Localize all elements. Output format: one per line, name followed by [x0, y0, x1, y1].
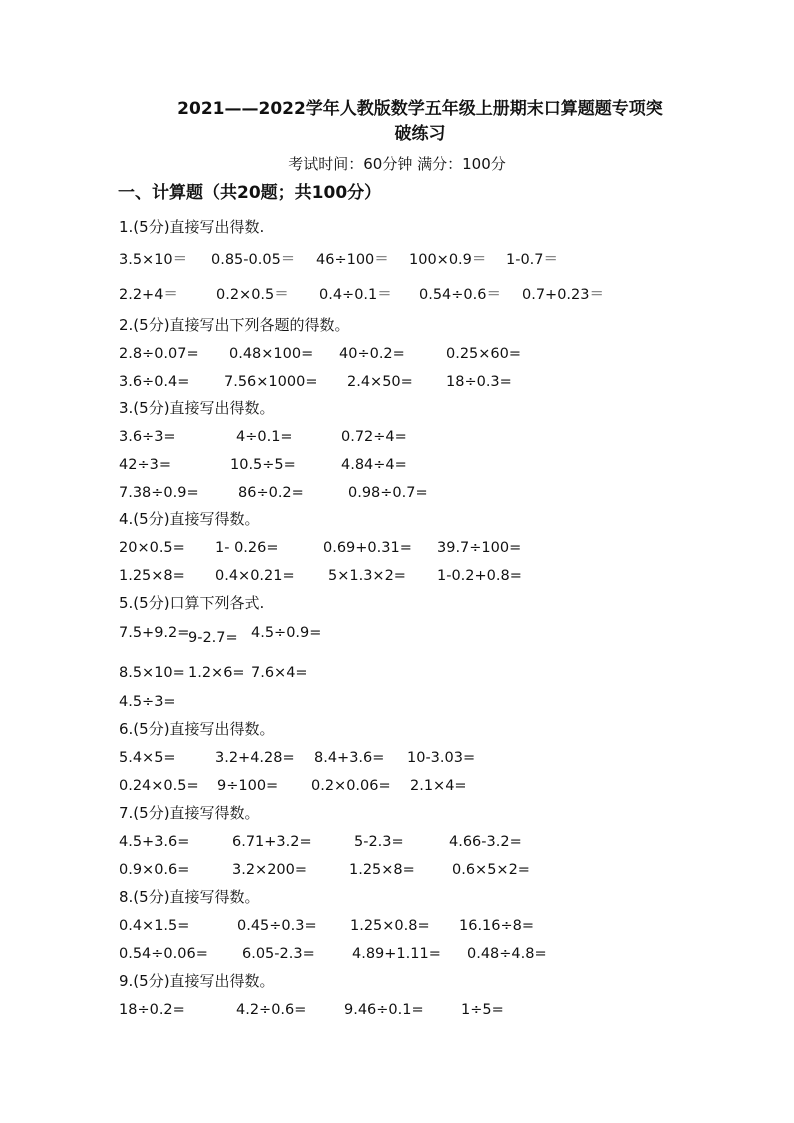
arithmetic-problem: 18÷0.3= [446, 374, 512, 390]
question-label: 5.(5分)口算下列各式. [119, 594, 265, 612]
arithmetic-problem: 3.6÷3= [119, 429, 176, 445]
arithmetic-problem: 1.25×0.8= [350, 918, 430, 934]
title-line-1: 2021——2022学年人教版数学五年级上册期末口算题题专项突 [177, 99, 663, 119]
arithmetic-problem: 1.25×8= [119, 568, 185, 584]
arithmetic-problem: 0.54÷0.6＝ [419, 287, 501, 303]
problem-row [119, 856, 759, 884]
problem-row [119, 423, 759, 451]
arithmetic-problem: 7.38÷0.9= [119, 485, 199, 501]
arithmetic-problem: 0.9×0.6= [119, 862, 190, 878]
problem-row [119, 368, 759, 396]
arithmetic-problem: 8.4+3.6= [314, 750, 385, 766]
problem-row [119, 688, 759, 716]
arithmetic-problem: 6.71+3.2= [232, 834, 312, 850]
arithmetic-problem: 16.16÷8= [459, 918, 535, 934]
exam-info: 考试时间：60分钟 满分：100分 [288, 155, 506, 173]
problem-row [119, 744, 759, 772]
arithmetic-problem: 0.24×0.5= [119, 778, 199, 794]
arithmetic-problem: 4.84÷4= [341, 457, 407, 473]
question-label: 3.(5分)直接写出得数。 [119, 399, 275, 417]
arithmetic-problem: 2.4×50= [347, 374, 413, 390]
problem-row [119, 281, 759, 309]
arithmetic-problem: 0.2×0.06= [311, 778, 391, 794]
question-label: 4.(5分)直接写得数。 [119, 510, 260, 528]
arithmetic-problem: 4.5÷0.9= [251, 625, 322, 641]
arithmetic-problem: 9-2.7= [188, 630, 238, 646]
arithmetic-problem: 7.6×4= [251, 665, 308, 681]
arithmetic-problem: 7.56×1000= [224, 374, 318, 390]
arithmetic-problem: 4.5÷3= [119, 694, 176, 710]
arithmetic-problem: 0.54÷0.06= [119, 946, 208, 962]
arithmetic-problem: 0.6×5×2= [452, 862, 530, 878]
problem-row [119, 659, 759, 687]
problem-row [119, 479, 759, 507]
question-label: 7.(5分)直接写得数。 [119, 804, 260, 822]
arithmetic-problem: 20×0.5= [119, 540, 185, 556]
problem-row [119, 912, 759, 940]
arithmetic-problem: 4.66-3.2= [449, 834, 522, 850]
arithmetic-problem: 9÷100= [217, 778, 279, 794]
problem-row [119, 340, 759, 368]
arithmetic-problem: 3.5×10＝ [119, 252, 188, 268]
arithmetic-problem: 10-3.03= [407, 750, 476, 766]
arithmetic-problem: 86÷0.2= [238, 485, 304, 501]
question-label: 6.(5分)直接写出得数。 [119, 720, 275, 738]
problem-row [119, 828, 759, 856]
arithmetic-problem: 0.4×0.21= [215, 568, 295, 584]
arithmetic-problem: 0.69+0.31= [323, 540, 412, 556]
arithmetic-problem: 3.6÷0.4= [119, 374, 190, 390]
problem-row [119, 619, 759, 647]
arithmetic-problem: 4.89+1.11= [352, 946, 441, 962]
arithmetic-problem: 9.46÷0.1= [344, 1002, 424, 1018]
arithmetic-problem: 2.1×4= [410, 778, 467, 794]
arithmetic-problem: 1- 0.26= [215, 540, 279, 556]
arithmetic-problem: 0.4×1.5= [119, 918, 190, 934]
arithmetic-problem: 0.85-0.05＝ [211, 252, 296, 268]
arithmetic-problem: 7.5+9.2= [119, 625, 190, 641]
problem-row [119, 246, 759, 274]
arithmetic-problem: 0.2×0.5＝ [216, 287, 289, 303]
arithmetic-problem: 1.2×6= [188, 665, 245, 681]
arithmetic-problem: 0.48×100= [229, 346, 314, 362]
arithmetic-problem: 0.7+0.23＝ [522, 287, 604, 303]
arithmetic-problem: 4.5+3.6= [119, 834, 190, 850]
arithmetic-problem: 42÷3= [119, 457, 171, 473]
question-label: 1.(5分)直接写出得数. [119, 218, 265, 236]
title-line-2: 破练习 [394, 124, 446, 144]
arithmetic-problem: 1-0.7＝ [506, 252, 559, 268]
arithmetic-problem: 18÷0.2= [119, 1002, 185, 1018]
arithmetic-problem: 46÷100＝ [316, 252, 389, 268]
arithmetic-problem: 0.45÷0.3= [237, 918, 317, 934]
document-title [130, 97, 710, 147]
arithmetic-problem: 5-2.3= [354, 834, 404, 850]
arithmetic-problem: 2.8÷0.07= [119, 346, 199, 362]
question-label: 9.(5分)直接写出得数。 [119, 972, 275, 990]
arithmetic-problem: 39.7÷100= [437, 540, 522, 556]
arithmetic-problem: 100×0.9＝ [409, 252, 487, 268]
arithmetic-problem: 3.2+4.28= [215, 750, 295, 766]
section-heading: 一、计算题（共20题；共100分） [118, 183, 382, 203]
problem-row [119, 996, 759, 1024]
arithmetic-problem: 5×1.3×2= [328, 568, 406, 584]
arithmetic-problem: 2.2+4＝ [119, 287, 178, 303]
question-label: 2.(5分)直接写出下列各题的得数。 [119, 316, 350, 334]
arithmetic-problem: 3.2×200= [232, 862, 308, 878]
problem-row [119, 940, 759, 968]
arithmetic-problem: 5.4×5= [119, 750, 176, 766]
arithmetic-problem: 8.5×10= [119, 665, 185, 681]
arithmetic-problem: 1÷5= [461, 1002, 504, 1018]
arithmetic-problem: 0.98÷0.7= [348, 485, 428, 501]
arithmetic-problem: 10.5÷5= [230, 457, 296, 473]
arithmetic-problem: 0.4÷0.1＝ [319, 287, 392, 303]
arithmetic-problem: 6.05-2.3= [242, 946, 315, 962]
arithmetic-problem: 0.72÷4= [341, 429, 407, 445]
problem-row [119, 772, 759, 800]
question-label: 8.(5分)直接写得数。 [119, 888, 260, 906]
arithmetic-problem: 0.25×60= [446, 346, 522, 362]
problem-row [119, 534, 759, 562]
arithmetic-problem: 1.25×8= [349, 862, 415, 878]
problem-row [119, 451, 759, 479]
arithmetic-problem: 1-0.2+0.8= [437, 568, 522, 584]
arithmetic-problem: 4÷0.1= [236, 429, 293, 445]
arithmetic-problem: 0.48÷4.8= [467, 946, 547, 962]
problem-row [119, 562, 759, 590]
arithmetic-problem: 40÷0.2= [339, 346, 405, 362]
arithmetic-problem: 4.2÷0.6= [236, 1002, 307, 1018]
